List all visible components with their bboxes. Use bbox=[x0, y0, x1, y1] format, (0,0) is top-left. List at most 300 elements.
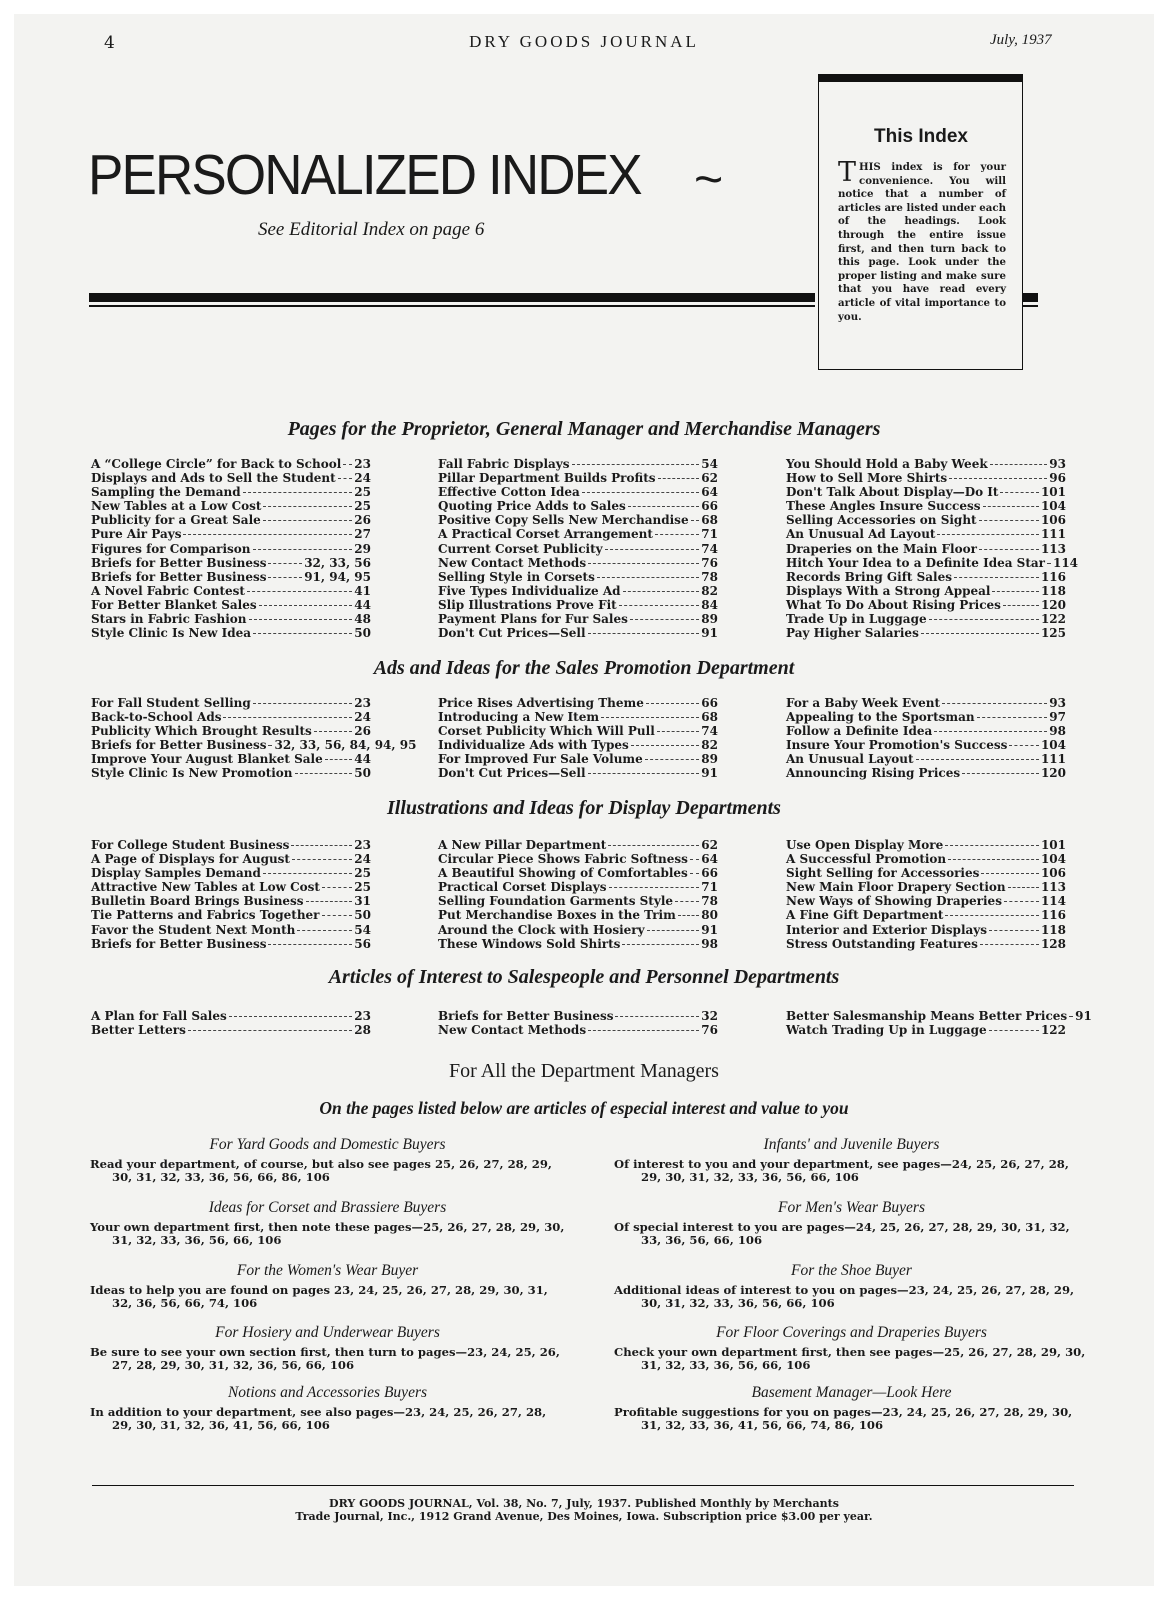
index-entry-page: 23 bbox=[354, 696, 371, 710]
leader-dots bbox=[325, 759, 353, 760]
index-entry-title: Use Open Display More bbox=[786, 838, 944, 852]
index-entry-page: 93 bbox=[1049, 457, 1066, 471]
buyer-block bbox=[614, 1262, 1089, 1311]
index-entry bbox=[438, 866, 718, 880]
index-entry-page: 113 bbox=[1040, 880, 1066, 895]
index-column bbox=[91, 696, 417, 781]
index-entry-page: 111 bbox=[1040, 527, 1066, 542]
index-entry-title: Draperies on the Main Floor bbox=[786, 541, 977, 556]
index-entry-page: 116 bbox=[1040, 569, 1066, 584]
index-entry-title: Briefs for Better Business bbox=[91, 738, 267, 753]
index-entry-page: 25 bbox=[354, 880, 371, 895]
section-heading-proprietor: Pages for the Proprietor, General Manager and Merchandise Managers bbox=[287, 418, 881, 440]
index-entry-title: Follow a Definite Idea bbox=[786, 724, 933, 739]
index-entry-page: 76 bbox=[701, 555, 718, 570]
page-number: 4 bbox=[104, 33, 115, 53]
index-entry-title: For a Baby Week Event bbox=[786, 696, 941, 710]
index-entry bbox=[438, 527, 718, 541]
leader-dots bbox=[1003, 605, 1039, 606]
section-heading-sales-promotion: Ads and Ideas for the Sales Promotion Department bbox=[373, 657, 795, 679]
index-entry-title: Briefs for Better Business bbox=[91, 936, 267, 951]
index-column bbox=[786, 457, 1079, 641]
index-entry bbox=[438, 556, 718, 570]
journal-name: DRY GOODS JOURNAL bbox=[469, 32, 699, 51]
index-entry-title: An Unusual Layout bbox=[786, 752, 914, 767]
index-entry-page: 66 bbox=[701, 499, 718, 514]
index-entry-title: For Better Blanket Sales bbox=[91, 597, 257, 612]
leader-dots bbox=[243, 492, 353, 493]
index-entry bbox=[438, 937, 718, 951]
index-entry bbox=[91, 584, 371, 598]
buyer-text: Check your own department first, then see pages—25, 26, 27, 28, 29, 30, 31, 32, 33, 36, 56, 66, 106 bbox=[614, 1345, 1086, 1373]
index-entry-title: These Windows Sold Shirts bbox=[438, 936, 621, 951]
index-entry-title: For Improved Fur Sale Volume bbox=[438, 752, 643, 767]
index-entry bbox=[91, 457, 371, 471]
index-column bbox=[786, 1009, 1092, 1038]
leader-dots bbox=[183, 534, 352, 535]
index-entry bbox=[786, 894, 1066, 908]
leader-dots bbox=[675, 901, 699, 902]
index-entry bbox=[91, 894, 371, 908]
leader-dots bbox=[690, 859, 699, 860]
index-entry bbox=[786, 838, 1066, 852]
leader-dots bbox=[253, 703, 353, 704]
index-entry bbox=[91, 1009, 371, 1023]
index-column bbox=[438, 696, 718, 781]
index-entry bbox=[786, 724, 1066, 738]
buyer-text: In addition to your department, see also pages—23, 24, 25, 26, 27, 28, 29, 30, 31, 32, 36, 41, 56, 66, 106 bbox=[90, 1405, 547, 1433]
buyer-text: Of special interest to you are pages—24, 25, 26, 27, 28, 29, 30, 31, 32, 33, 36, 56, 66, 106 bbox=[614, 1220, 1070, 1248]
leader-dots bbox=[630, 619, 699, 620]
index-entry-title: Five Types Individualize Ad bbox=[438, 583, 621, 598]
index-entry-title: A Successful Promotion bbox=[786, 852, 947, 867]
leader-dots bbox=[992, 591, 1038, 592]
index-entry bbox=[91, 485, 371, 499]
leader-dots bbox=[937, 534, 1038, 535]
index-entry bbox=[786, 570, 1066, 584]
leader-dots bbox=[989, 1030, 1039, 1031]
index-entry-title: Fall Fabric Displays bbox=[438, 457, 570, 471]
index-entry bbox=[438, 471, 718, 485]
leader-dots bbox=[322, 887, 352, 888]
index-entry-title: New Contact Methods bbox=[438, 1023, 587, 1038]
buyer-title: For Hosiery and Underwear Buyers bbox=[215, 1324, 440, 1341]
index-entry-title: Effective Cotton Idea bbox=[438, 485, 580, 500]
leader-dots bbox=[263, 506, 352, 507]
leader-dots bbox=[657, 731, 700, 732]
index-entry-page: 74 bbox=[701, 541, 718, 556]
index-entry bbox=[786, 485, 1066, 499]
index-entry-page: 25 bbox=[354, 866, 371, 881]
index-entry-page: 106 bbox=[1040, 513, 1066, 528]
index-entry-page: 31 bbox=[354, 894, 371, 909]
index-entry-page: 111 bbox=[1040, 752, 1066, 767]
index-entry bbox=[786, 752, 1066, 766]
index-entry bbox=[786, 738, 1066, 752]
leader-dots bbox=[605, 549, 700, 550]
index-entry bbox=[786, 513, 1066, 527]
index-entry bbox=[91, 738, 417, 753]
leader-dots bbox=[942, 703, 1047, 704]
leader-dots bbox=[622, 944, 699, 945]
leader-dots bbox=[253, 549, 353, 550]
index-entry bbox=[91, 766, 371, 780]
index-entry-title: You Should Hold a Baby Week bbox=[786, 457, 988, 471]
buyer-text: Profitable suggestions for you on pages—23, 24, 25, 26, 27, 28, 29, 30, 31, 32, 33, 36, 41, 56, 66, 74, 86, 106 bbox=[614, 1405, 1073, 1433]
index-entry-title: Practical Corset Displays bbox=[438, 880, 607, 895]
index-entry-page: 101 bbox=[1040, 838, 1066, 852]
index-entry-title: Selling Foundation Garments Style bbox=[438, 894, 674, 909]
buyer-title: Basement Manager—Look Here bbox=[751, 1384, 952, 1401]
index-entry-page: 104 bbox=[1040, 499, 1066, 514]
buyer-title: For the Women's Wear Buyer bbox=[236, 1262, 419, 1279]
index-entry-title: A Beautiful Showing of Comfortables bbox=[438, 866, 688, 881]
leader-dots bbox=[945, 915, 1038, 916]
leader-dots bbox=[229, 1016, 353, 1017]
index-entry bbox=[786, 852, 1066, 866]
leader-dots bbox=[601, 717, 699, 718]
leader-dots bbox=[619, 605, 700, 606]
index-entry bbox=[438, 766, 718, 780]
index-entry bbox=[91, 696, 371, 710]
index-entry bbox=[438, 738, 718, 752]
index-entry bbox=[786, 908, 1066, 922]
index-entry-page: 114 bbox=[1040, 894, 1066, 909]
buyer-text: Your own department first, then note these pages—25, 26, 27, 28, 29, 30, 31, 32, 33, 36, 56, 66, 106 bbox=[90, 1220, 565, 1248]
index-entry-page: 104 bbox=[1040, 852, 1066, 867]
leader-dots bbox=[948, 859, 1039, 860]
index-entry-page: 23 bbox=[354, 838, 371, 852]
index-entry-page: 68 bbox=[701, 710, 718, 725]
index-entry bbox=[438, 598, 718, 612]
index-entry-title: Displays and Ads to Sell the Student bbox=[91, 471, 336, 486]
buyer-text: Ideas to help you are found on pages 23, 24, 25, 26, 27, 28, 29, 30, 31, 32, 36, 56, 66, 74, 106 bbox=[90, 1283, 548, 1311]
leader-dots bbox=[588, 1030, 699, 1031]
buyer-text: Read your department, of course, but also see pages 25, 26, 27, 28, 29, 30, 31, 32, 33, 36, 56, 66, 86, 106 bbox=[90, 1157, 552, 1185]
buyer-block bbox=[90, 1136, 565, 1185]
index-entry-page: 27 bbox=[354, 527, 371, 542]
index-entry-page: 101 bbox=[1040, 485, 1066, 500]
index-entry bbox=[786, 866, 1066, 880]
leader-dots bbox=[645, 759, 700, 760]
index-entry-title: Price Rises Advertising Theme bbox=[438, 696, 644, 710]
index-entry-page: 54 bbox=[701, 457, 718, 471]
index-entry-page: 84 bbox=[701, 597, 718, 612]
index-entry-page: 24 bbox=[354, 471, 371, 486]
section-heading-salespeople: Articles of Interest to Salespeople and Personnel Departments bbox=[328, 966, 840, 988]
index-entry bbox=[91, 880, 371, 894]
leader-dots bbox=[597, 577, 699, 578]
leader-dots bbox=[223, 717, 352, 718]
index-entry-title: Pay Higher Salaries bbox=[786, 626, 919, 641]
index-entry-page: 50 bbox=[354, 908, 371, 923]
index-entry-title: For College Student Business bbox=[91, 838, 290, 852]
leader-dots bbox=[691, 520, 700, 521]
index-entry bbox=[91, 852, 371, 866]
index-entry-title: Bulletin Board Brings Business bbox=[91, 894, 304, 909]
index-entry bbox=[91, 752, 371, 766]
leader-dots bbox=[979, 520, 1039, 521]
leader-dots bbox=[263, 520, 353, 521]
index-column bbox=[438, 838, 718, 951]
leader-dots bbox=[588, 563, 699, 564]
index-entry bbox=[786, 1009, 1092, 1023]
leader-dots bbox=[990, 464, 1048, 465]
index-entry-page: 91 bbox=[701, 922, 718, 937]
index-entry-page: 24 bbox=[354, 852, 371, 867]
index-entry-page: 64 bbox=[701, 852, 718, 867]
buyer-block bbox=[90, 1384, 565, 1433]
leader-dots bbox=[306, 901, 353, 902]
index-entry bbox=[438, 612, 718, 626]
leader-dots bbox=[954, 577, 1039, 578]
index-entry-page: 54 bbox=[354, 922, 371, 937]
index-entry bbox=[438, 696, 718, 710]
index-entry-page: 91 bbox=[1075, 1009, 1092, 1023]
index-entry bbox=[91, 710, 371, 724]
index-entry-title: New Tables at a Low Cost bbox=[91, 499, 262, 514]
index-entry bbox=[91, 838, 371, 852]
index-entry-page: 26 bbox=[354, 513, 371, 528]
leader-dots bbox=[582, 492, 700, 493]
index-entry bbox=[786, 937, 1066, 951]
leader-dots bbox=[1009, 745, 1039, 746]
index-entry-title: Insure Your Promotion's Success bbox=[786, 738, 1008, 753]
index-entry-page: 56 bbox=[354, 936, 371, 951]
index-entry-title: Don't Cut Prices—Sell bbox=[438, 626, 586, 641]
index-entry bbox=[786, 1023, 1066, 1037]
index-entry bbox=[786, 626, 1066, 640]
index-entry-title: Slip Illustrations Prove Fit bbox=[438, 597, 617, 612]
leader-dots bbox=[263, 873, 352, 874]
index-entry bbox=[438, 499, 718, 513]
index-entry-title: Tie Patterns and Fabrics Together bbox=[91, 908, 320, 923]
index-entry-title: Style Clinic Is New Promotion bbox=[91, 766, 293, 781]
index-entry-title: Hitch Your Idea to a Definite Idea Star bbox=[786, 555, 1045, 570]
index-column bbox=[91, 457, 371, 640]
index-entry bbox=[438, 626, 718, 640]
index-entry bbox=[786, 457, 1066, 471]
index-entry bbox=[438, 1009, 718, 1023]
this-index-box-bar bbox=[818, 74, 1023, 82]
index-entry bbox=[438, 485, 718, 499]
index-entry-title: Selling Style in Corsets bbox=[438, 569, 595, 584]
leader-dots bbox=[628, 506, 700, 507]
leader-dots bbox=[588, 773, 700, 774]
index-entry-title: Don't Cut Prices—Sell bbox=[438, 766, 586, 781]
index-entry-title: Back-to-School Ads bbox=[91, 710, 222, 725]
buyer-title: For the Shoe Buyer bbox=[791, 1262, 912, 1279]
leader-dots bbox=[678, 915, 699, 916]
index-column bbox=[438, 457, 718, 640]
index-entry-page: 23 bbox=[354, 457, 371, 471]
index-entry-title: A Practical Corset Arrangement bbox=[438, 527, 653, 542]
buyer-block bbox=[90, 1262, 565, 1311]
index-entry-page: 91 bbox=[701, 766, 718, 781]
index-entry-title: New Ways of Showing Draperies bbox=[786, 894, 1002, 909]
leader-dots bbox=[268, 745, 272, 746]
index-entry bbox=[438, 908, 718, 922]
index-entry bbox=[91, 908, 371, 922]
index-entry-page: 50 bbox=[354, 766, 371, 781]
index-entry bbox=[438, 880, 718, 894]
index-entry bbox=[91, 499, 371, 513]
index-entry-title: Positive Copy Sells New Merchandise bbox=[438, 513, 689, 528]
index-entry-title: Stars in Fabric Fashion bbox=[91, 612, 247, 627]
index-entry-page: 120 bbox=[1040, 597, 1066, 612]
leader-dots bbox=[268, 563, 302, 564]
this-index-body: HIS index is for your convenience. You will notice that a number of articles are listed under each of the headings. Look through the entire issue first, and then turn back to this page. Look under the proper listing and make sure that you have read every article of vital importance to you. bbox=[838, 161, 1006, 323]
index-entry-title: Announcing Rising Prices bbox=[786, 766, 961, 781]
leader-dots bbox=[259, 605, 353, 606]
index-entry-page: 78 bbox=[701, 894, 718, 909]
index-entry-title: Briefs for Better Business bbox=[91, 555, 267, 570]
index-entry-title: How to Sell More Shirts bbox=[786, 471, 948, 486]
index-entry-title: A Novel Fabric Contest bbox=[91, 583, 245, 598]
index-column bbox=[91, 1009, 371, 1037]
index-entry-page: 125 bbox=[1040, 626, 1066, 641]
index-column bbox=[786, 696, 1066, 781]
leader-dots bbox=[658, 478, 700, 479]
index-entry-title: Don't Talk About Display—Do It bbox=[786, 485, 999, 500]
index-entry bbox=[91, 724, 371, 738]
title-flourish: ~ bbox=[694, 151, 724, 207]
index-entry-title: Individualize Ads with Types bbox=[438, 738, 629, 753]
index-entry bbox=[786, 880, 1066, 894]
buyer-text: Additional ideas of interest to you on pages—23, 24, 25, 26, 27, 28, 29, 30, 31, 32, 33, 36, 56, 66, 106 bbox=[614, 1283, 1075, 1311]
index-entry bbox=[438, 752, 718, 766]
index-entry-page: 28 bbox=[354, 1023, 371, 1038]
leader-dots bbox=[572, 464, 700, 465]
leader-dots bbox=[1004, 901, 1039, 902]
leader-dots bbox=[945, 845, 1039, 846]
leader-dots bbox=[249, 619, 353, 620]
index-entry bbox=[438, 542, 718, 556]
index-entry-page: 98 bbox=[701, 936, 718, 951]
index-entry-title: Watch Trading Up in Luggage bbox=[786, 1023, 987, 1038]
index-entry-title: Display Samples Demand bbox=[91, 866, 261, 881]
index-entry-page: 114 bbox=[1052, 555, 1079, 570]
index-entry-page: 62 bbox=[701, 471, 718, 486]
index-entry-page: 68 bbox=[701, 513, 718, 528]
index-entry-title: Put Merchandise Boxes in the Trim bbox=[438, 908, 676, 923]
index-entry-page: 29 bbox=[354, 541, 371, 556]
index-entry-page: 93 bbox=[1049, 696, 1066, 710]
leader-dots bbox=[647, 930, 700, 931]
leader-dots bbox=[929, 619, 1039, 620]
leader-dots bbox=[989, 930, 1039, 931]
index-entry bbox=[438, 923, 718, 937]
index-entry-page: 32 bbox=[701, 1009, 718, 1023]
index-entry-page: 64 bbox=[701, 485, 718, 500]
index-entry-title: Payment Plans for Fur Sales bbox=[438, 612, 628, 627]
leader-dots bbox=[983, 506, 1039, 507]
leader-dots bbox=[314, 731, 353, 732]
index-entry-title: Displays With a Strong Appeal bbox=[786, 583, 991, 598]
index-entry bbox=[438, 584, 718, 598]
leader-dots bbox=[338, 478, 353, 479]
index-entry bbox=[438, 570, 718, 584]
index-entry-page: 44 bbox=[354, 597, 371, 612]
index-entry-title: Circular Piece Shows Fabric Softness bbox=[438, 852, 688, 867]
index-entry-page: 44 bbox=[354, 752, 371, 767]
leader-dots bbox=[979, 549, 1039, 550]
index-entry-title: What To Do About Rising Prices bbox=[786, 597, 1001, 612]
buyer-title: Notions and Accessories Buyers bbox=[227, 1384, 428, 1401]
index-entry-title: Favor the Student Next Month bbox=[91, 922, 296, 937]
index-entry-title: Pillar Department Builds Profits bbox=[438, 471, 656, 486]
index-entry bbox=[786, 499, 1066, 513]
index-entry bbox=[438, 852, 718, 866]
index-entry-title: Style Clinic Is New Idea bbox=[91, 626, 252, 641]
index-entry-title: Trade Up in Luggage bbox=[786, 612, 927, 627]
index-entry bbox=[91, 471, 371, 485]
header-rule-thick bbox=[89, 293, 815, 302]
index-entry-title: New Main Floor Drapery Section bbox=[786, 880, 1006, 895]
index-column bbox=[438, 1009, 718, 1037]
index-entry-title: A Fine Gift Department bbox=[786, 908, 944, 923]
leader-dots bbox=[268, 577, 302, 578]
index-entry-page: 66 bbox=[701, 866, 718, 881]
buyer-block bbox=[90, 1199, 565, 1248]
buyer-title: Infants' and Juvenile Buyers bbox=[763, 1136, 940, 1153]
buyer-block bbox=[614, 1136, 1089, 1185]
department-subheading: On the pages listed below are articles of especial interest and value to you bbox=[319, 1098, 849, 1118]
leader-dots bbox=[609, 887, 700, 888]
index-entry-title: A Page of Displays for August bbox=[91, 852, 290, 867]
index-entry-title: Appealing to the Sportsman bbox=[786, 710, 975, 725]
index-entry-title: Quoting Price Adds to Sales bbox=[438, 499, 626, 514]
leader-dots bbox=[655, 534, 699, 535]
leader-dots bbox=[188, 1030, 352, 1031]
department-heading: For All the Department Managers bbox=[449, 1060, 719, 1082]
buyer-title: For Floor Coverings and Draperies Buyers bbox=[716, 1324, 987, 1341]
index-entry-title: Selling Accessories on Sight bbox=[786, 513, 977, 528]
leader-dots bbox=[1047, 563, 1051, 564]
index-entry-title: Attractive New Tables at Low Cost bbox=[91, 880, 320, 895]
index-entry-page: 25 bbox=[354, 485, 371, 500]
index-entry bbox=[91, 923, 371, 937]
issue-date: July, 1937 bbox=[990, 32, 1052, 48]
leader-dots bbox=[977, 717, 1048, 718]
index-entry bbox=[786, 527, 1066, 541]
leader-dots bbox=[247, 591, 352, 592]
leader-dots bbox=[291, 845, 352, 846]
leader-dots bbox=[1069, 1016, 1073, 1017]
index-entry-title: Introducing a New Item bbox=[438, 710, 600, 725]
index-entry-title: Stress Outstanding Features bbox=[786, 936, 978, 951]
index-entry-title: These Angles Insure Success bbox=[786, 499, 981, 514]
index-entry-page: 91 bbox=[701, 626, 718, 641]
leader-dots bbox=[322, 915, 353, 916]
leader-dots bbox=[1000, 492, 1038, 493]
index-entry-page: 116 bbox=[1040, 908, 1066, 923]
publication-footer bbox=[0, 1498, 1168, 1523]
index-entry-page: 48 bbox=[354, 612, 371, 627]
index-entry-page: 104 bbox=[1040, 738, 1066, 753]
index-entry-title: An Unusual Ad Layout bbox=[786, 527, 936, 542]
index-entry-title: Figures for Comparison bbox=[91, 541, 251, 556]
buyer-block bbox=[614, 1199, 1089, 1248]
index-entry bbox=[438, 838, 718, 852]
index-entry-page: 62 bbox=[701, 838, 718, 852]
this-index-title: This Index bbox=[874, 126, 968, 147]
leader-dots bbox=[646, 703, 699, 704]
index-entry bbox=[786, 542, 1066, 556]
page-title: PERSONALIZED INDEX bbox=[88, 143, 641, 207]
index-entry-page: 25 bbox=[354, 499, 371, 514]
index-entry-title: For Fall Student Selling bbox=[91, 696, 251, 710]
